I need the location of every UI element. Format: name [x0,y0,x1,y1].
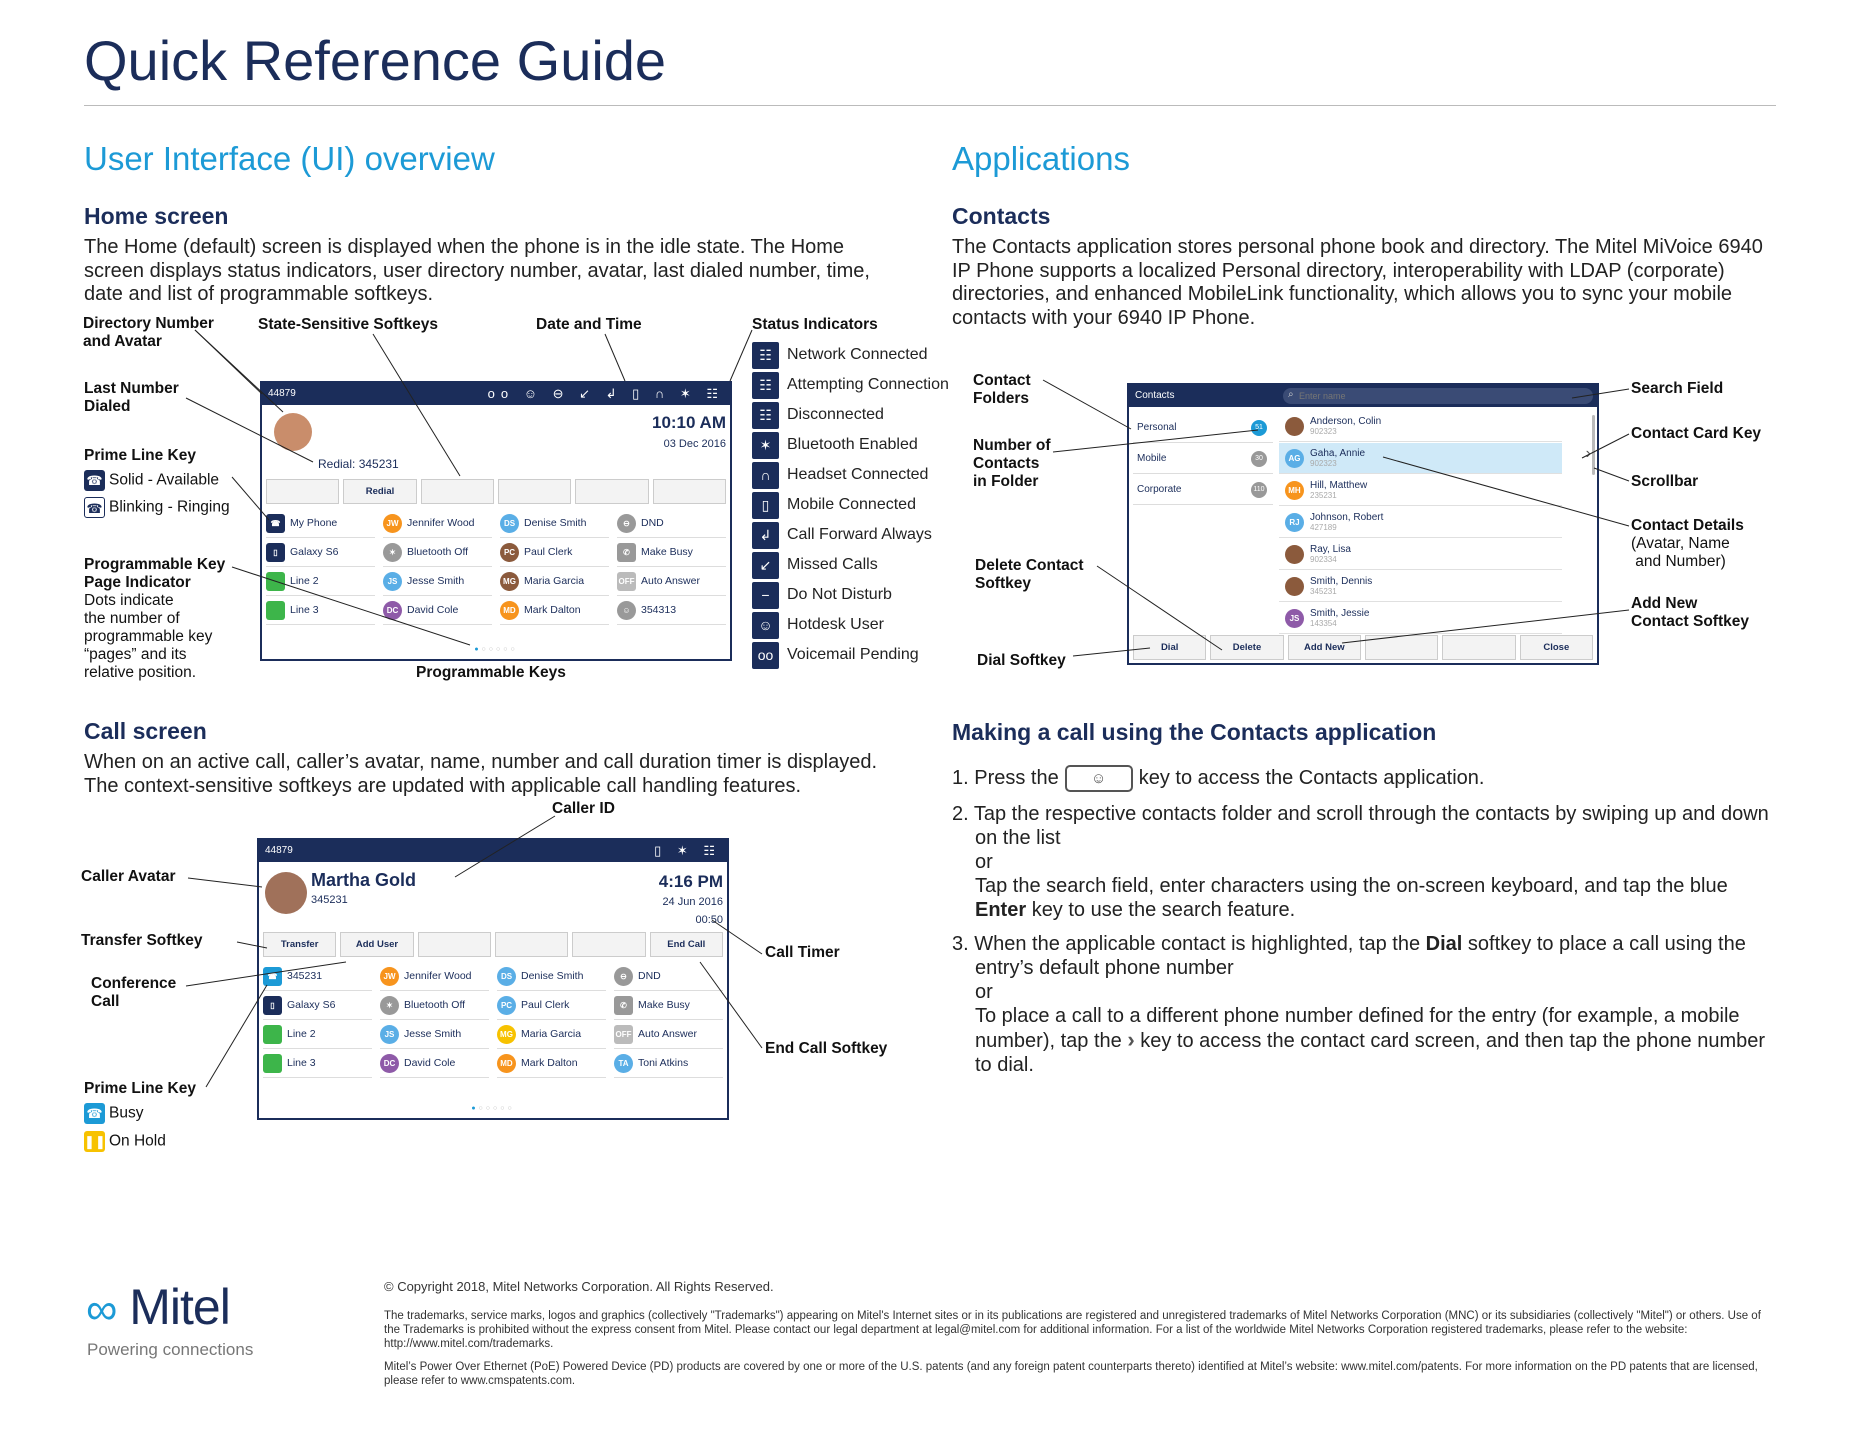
key-icon [263,1054,282,1073]
key-icon: JW [383,514,402,533]
contact-name: Johnson, Robert [1310,512,1384,523]
key-icon: JS [380,1025,399,1044]
key-icon: MD [500,601,519,620]
prime-busy-label: Busy [109,1104,144,1122]
contact-name: Gaha, Annie [1310,448,1366,459]
call-timer: 00:50 [695,914,723,926]
ui-overview-heading: User Interface (UI) overview [84,140,495,177]
label-prime-line: Prime Line Key [84,447,196,464]
phone-icon: ☎ [84,1103,105,1124]
key-icon: MD [497,1054,516,1073]
home-screen-description: The Home (default) screen is displayed when the phone is in the idle state. The Home screen displays status indicators, user directory number, avatar, last dialed number, time, date and list of programmable softkeys. [84,236,870,305]
contacts-scrollbar[interactable] [1592,415,1595,475]
mitel-logo-icon: ∞ [86,1285,117,1334]
softkey-empty-2[interactable] [418,932,491,957]
prog-key-label: Auto Answer [638,1028,697,1040]
call-screen-display [257,838,729,1120]
contacts-key-icon: ☺ [1065,765,1133,792]
contact-number: 345231 [1310,587,1337,596]
label-prime-line-call: Prime Line Key [84,1080,196,1097]
prog-key-label: Line 2 [290,575,319,587]
prog-key-label: My Phone [290,517,338,529]
softkey-add-user[interactable]: Add User [340,932,413,957]
contact-row[interactable] [1279,571,1562,602]
prime-solid [84,470,219,491]
step3-dial: Dial [1425,933,1463,955]
call-programmable-keys [263,962,723,1078]
prog-key[interactable] [263,1049,372,1078]
step-3 [952,932,1782,1077]
key-icon: PC [500,543,519,562]
key-icon: MG [500,572,519,591]
contact-row[interactable] [1279,443,1562,474]
home-time: 10:10 AM [651,413,726,432]
pause-icon: ❚❚ [84,1131,105,1152]
key-icon: ✶ [380,996,399,1015]
applications-heading: Applications [952,140,1130,177]
status-label: Mobile Connected [787,496,916,513]
home-topbar [262,383,730,405]
label-caller-id: Caller ID [552,800,615,817]
status-icon: ☷ [752,342,779,369]
status-label: Headset Connected [787,466,929,483]
contacts-description: The Contacts application stores personal phone book and directory. The Mitel MiVoice 6940 IP Phone supports a localized Personal directory, interoperability with LDAP (corporate) directories, and enhanced MobileLink functionality, which allows you to sync your mobile contacts with your 6940 IP Phone. [952,236,1763,329]
softkey-empty-3[interactable] [495,932,568,957]
contact-row[interactable] [1279,539,1562,570]
phone-outline-icon: ☎ [84,497,105,518]
softkey-empty-5[interactable] [653,479,726,504]
label-delete-softkey: Delete Contact Softkey [975,557,1084,592]
prog-key-label: DND [641,517,664,529]
status-icon: ↙ [752,552,779,579]
folder-count: 51 [1251,420,1267,436]
softkey-empty-0[interactable] [266,479,339,504]
key-icon: PC [497,996,516,1015]
prog-key-label: Line 3 [287,1057,316,1069]
call-page-indicator: ●○○○○○ [471,1105,515,1112]
contact-name: Ray, Lisa [1310,544,1351,555]
prog-key[interactable] [263,1020,372,1049]
status-item [752,550,962,580]
prog-key-label: Make Busy [638,999,690,1011]
contact-info [1310,544,1351,564]
softkey-empty-4[interactable] [572,932,645,957]
prime-hold [84,1131,166,1152]
status-icon: ✶ [752,432,779,459]
folder-name: Corporate [1137,484,1182,495]
folder-count: 30 [1251,451,1267,467]
prog-key-label: David Cole [404,1057,456,1069]
key-icon: ✆ [614,996,633,1015]
folder-name: Personal [1137,422,1177,433]
prog-key-label: Bluetooth Off [404,999,466,1011]
title-divider [84,105,1776,106]
label-call-timer: Call Timer [765,944,840,961]
status-item [752,430,962,460]
contact-avatar [1285,545,1304,564]
softkey-close[interactable]: Close [1520,635,1593,660]
contact-row[interactable] [1279,411,1562,442]
status-label: Missed Calls [787,556,878,573]
prog-key[interactable] [266,538,375,567]
label-date-time: Date and Time [536,316,642,333]
prog-key-label: Make Busy [641,546,693,558]
softkey-end-call[interactable]: End Call [650,932,723,957]
step3-text-b: softkey to place a call using the entry’s default phone number [975,933,1746,979]
contact-avatar: JS [1285,609,1304,628]
prog-key[interactable] [266,509,375,538]
prog-key[interactable] [266,567,375,596]
step2-text-c: key to use the search feature. [1031,899,1296,921]
contact-number: 235231 [1310,491,1337,500]
label-add-new: Add New Contact Softkey [1631,595,1749,630]
status-item [752,460,962,490]
prog-key[interactable] [497,991,606,1020]
prime-blinking-label: Blinking - Ringing [109,498,230,516]
prime-solid-label: Solid - Available [109,471,220,489]
redial-number: Redial: 345231 [318,457,399,471]
contacts-heading: Contacts [952,203,1051,229]
copyright: © Copyright 2018, Mitel Networks Corporation. All Rights Reserved. [384,1279,774,1294]
contact-name: Hill, Matthew [1310,480,1368,491]
key-icon: OFF [617,572,636,591]
folder-count: 110 [1251,482,1267,498]
step3-text-d: key to access the contact card screen, and then tap the phone number to dial. [975,1030,1766,1076]
mitel-logo [86,1278,230,1336]
status-item [752,490,962,520]
contact-name: Anderson, Colin [1310,416,1382,427]
softkey-empty-2[interactable] [421,479,494,504]
phone-icon: ☎ [84,470,105,491]
prog-key-label: Jesse Smith [407,575,465,587]
prog-key-label: Jennifer Wood [404,970,472,982]
step3-or: or [975,981,993,1003]
step2-or: or [975,851,993,873]
label-contact-details: Contact Details [1631,517,1744,534]
softkey-add-new[interactable]: Add New [1288,635,1361,660]
prog-key[interactable] [263,962,372,991]
status-label: Disconnected [787,406,884,423]
prog-key-label: Toni Atkins [638,1057,689,1069]
contact-number: 902323 [1310,427,1337,436]
status-indicator-legend [752,340,962,670]
key-icon: DC [380,1054,399,1073]
prog-key[interactable] [383,538,492,567]
key-icon: JW [380,967,399,986]
status-label: Hotdesk User [787,616,884,633]
prog-key[interactable] [617,509,726,538]
contact-info [1310,512,1383,532]
label-number-contacts: Number of Contacts in Folder [973,437,1051,490]
label-conference: Conference Call [91,975,177,1010]
prog-key-label: Denise Smith [524,517,587,529]
step-1 [952,765,1782,792]
contact-avatar: MH [1285,481,1304,500]
prog-key-label: Paul Clerk [524,546,573,558]
call-screen-heading: Call screen [84,718,207,744]
home-date: 03 Dec 2016 [663,438,726,450]
call-topbar [259,840,727,862]
prog-key[interactable] [617,567,726,596]
prog-key-label: Galaxy S6 [290,546,339,558]
prog-key-label: Denise Smith [521,970,584,982]
contact-number: 143354 [1310,619,1337,628]
status-item [752,340,962,370]
prog-key[interactable] [383,596,492,625]
directory-number: 44879 [268,388,296,399]
step2-text-b: Tap the search field, enter characters using the on-screen keyboard, and tap the blue [975,875,1728,897]
softkey-redial[interactable]: Redial [343,479,416,504]
status-icon: ☺ [752,612,779,639]
key-icon: ▯ [263,996,282,1015]
contacts-topbar [1129,385,1597,407]
prog-page-description: Dots indicate the number of programmable key “pages” and its relative position. [84,592,213,681]
status-icon: ∩ [752,462,779,489]
status-item [752,370,962,400]
prog-key-label: Mark Dalton [524,604,581,616]
prog-key-label: Bluetooth Off [407,546,469,558]
status-label: Call Forward Always [787,526,932,543]
key-icon [266,601,285,620]
label-status-indicators: Status Indicators [752,316,878,333]
prime-hold-label: On Hold [109,1132,166,1150]
status-label: Network Connected [787,346,928,363]
status-icon: ☷ [752,402,779,429]
prog-key[interactable] [383,509,492,538]
key-icon: OFF [614,1025,633,1044]
home-screen-display [260,381,732,661]
prog-key[interactable] [614,991,723,1020]
prog-key[interactable] [497,1049,606,1078]
label-contact-card: Contact Card Key [1631,425,1762,442]
contact-row[interactable] [1279,603,1562,634]
key-icon: ▯ [266,543,285,562]
key-icon: ☎ [263,967,282,986]
call-directory-number: 44879 [265,845,293,856]
contact-info [1310,480,1367,500]
prog-key[interactable] [614,1049,723,1078]
folder-mobile[interactable] [1133,444,1273,474]
call-screen-description: When on an active call, caller’s avatar, name, number and call duration timer is displayed. The context-sensitive softkeys are updated with applicable call handling features. [84,751,877,797]
page-title: Quick Reference Guide [84,29,667,92]
contact-info [1310,448,1365,468]
step1-text-a: 1. Press the [952,766,1059,789]
step1-text-b: key to access the Contacts application. [1138,766,1485,789]
mitel-tagline: Powering connections [87,1340,254,1359]
prog-key[interactable] [380,1049,489,1078]
label-state-softkeys: State-Sensitive Softkeys [258,316,439,333]
status-item [752,580,962,610]
prog-key[interactable] [266,596,375,625]
status-label: Bluetooth Enabled [787,436,918,453]
prog-key-label: 354313 [641,604,677,616]
caller-name: Martha Gold [311,870,417,890]
label-dial-softkey: Dial Softkey [977,652,1066,669]
label-last-number: Last Number Dialed [84,380,179,415]
key-icon: DC [383,601,402,620]
prime-busy [84,1103,143,1124]
prog-key-label: 345231 [287,970,323,982]
chevron-right-icon: › [1127,1027,1135,1052]
home-programmable-keys [266,509,726,625]
status-icons: oo ☺ ⊖ ↙ ↲ ▯ ∩ ✶ ☷ [487,386,724,401]
softkey-empty-3[interactable] [498,479,571,504]
call-status-icons: ▯ ✶ ☷ [654,843,721,858]
prog-key[interactable] [614,962,723,991]
key-icon: DS [500,514,519,533]
prog-key-label: Jennifer Wood [407,517,475,529]
key-icon [266,572,285,591]
contact-info [1310,576,1372,596]
label-directory-number: Directory Number and Avatar [83,315,214,350]
step2-text-a: 2. Tap the respective contacts folder and scroll through the contacts by swiping up and down on the list [952,803,1769,849]
contact-number: 427189 [1310,523,1337,532]
prog-key[interactable] [500,596,609,625]
step-2 [952,802,1782,922]
prog-key-label: Mark Dalton [521,1057,578,1069]
prog-key[interactable] [383,567,492,596]
contacts-search-input[interactable] [1283,388,1593,404]
prog-key-label: Maria Garcia [524,575,585,587]
patents-notice: Mitel’s Power Over Ethernet (PoE) Powered Device (PD) products are covered by one or more of the U.S. patents (and any foreign patent counterparts thereto) identified at Mitel’s website: www.mitel.com/patents. For more information on the PD patents that are licensed, please refer to www.cmspatents.com. [384,1361,1758,1387]
softkey-empty-3[interactable] [1365,635,1438,660]
home-screen-heading: Home screen [84,203,229,229]
key-icon: ✶ [383,543,402,562]
prog-key[interactable] [380,962,489,991]
status-item [752,400,962,430]
status-icon: ▯ [752,492,779,519]
status-icon: ↲ [752,522,779,549]
contacts-softkey-row [1133,635,1593,660]
contact-avatar: AG [1285,449,1304,468]
prog-key-label: Maria Garcia [521,1028,582,1040]
contact-avatar [1285,577,1304,596]
softkey-dial[interactable]: Dial [1133,635,1206,660]
label-transfer: Transfer Softkey [81,932,203,949]
caller-avatar [265,872,307,914]
key-icon: JS [383,572,402,591]
status-label: Voicemail Pending [787,646,919,663]
user-avatar [274,413,312,451]
contact-name: Smith, Jessie [1310,608,1370,619]
prog-key-label: Jesse Smith [404,1028,462,1040]
step2-enter: Enter [975,899,1027,921]
prog-key-label: Auto Answer [641,575,700,587]
prog-key-label: Line 2 [287,1028,316,1040]
prog-key[interactable] [617,596,726,625]
contact-avatar: RJ [1285,513,1304,532]
prime-blinking [84,497,230,518]
call-date: 24 Jun 2016 [662,896,723,908]
prog-key[interactable] [614,1020,723,1049]
prog-key-label: Line 3 [290,604,319,616]
contact-details-sub: (Avatar, Name and Number) [1631,535,1730,570]
contacts-title: Contacts [1135,390,1175,401]
key-icon: ☺ [617,601,636,620]
status-icon: ☷ [752,372,779,399]
prog-key[interactable] [497,1020,606,1049]
prog-key[interactable] [380,991,489,1020]
mitel-brand: Mitel [129,1279,230,1335]
home-softkey-row [266,479,726,504]
contact-info [1310,416,1381,436]
softkey-empty-4[interactable] [1442,635,1515,660]
label-end-call: End Call Softkey [765,1040,888,1057]
call-softkey-row [263,932,723,957]
key-icon: ⊖ [614,967,633,986]
chevron-right-icon[interactable]: › [1585,445,1591,462]
prog-key-label: Galaxy S6 [287,999,336,1011]
key-icon: ⊖ [617,514,636,533]
key-icon: TA [614,1054,633,1073]
softkey-empty-4[interactable] [575,479,648,504]
status-item [752,610,962,640]
key-icon: DS [497,967,516,986]
status-item [752,640,962,670]
label-prog-keys: Programmable Keys [416,664,566,681]
status-icon: oo [752,642,779,669]
contacts-screen-display [1127,383,1599,665]
prog-key[interactable] [500,509,609,538]
folder-name: Mobile [1137,453,1167,464]
contact-number: 902323 [1310,459,1337,468]
status-icon: − [752,582,779,609]
prog-key-label: David Cole [407,604,459,616]
contact-name: Smith, Dennis [1310,576,1373,587]
page-indicator: ●○○○○○ [474,646,518,653]
folder-personal[interactable] [1133,413,1273,443]
contact-row[interactable] [1279,507,1562,538]
prog-key[interactable] [500,538,609,567]
label-contact-folders: Contact Folders [973,372,1031,407]
contact-avatar [1285,417,1304,436]
prog-key[interactable] [617,538,726,567]
search-icon: ⌕ [1288,389,1294,400]
making-call-heading: Making a call using the Contacts application [952,719,1437,745]
prog-key-label: Paul Clerk [521,999,570,1011]
call-time: 4:16 PM [658,872,723,891]
trademarks-notice: The trademarks, service marks, logos and graphics (collectively "Trademarks") appearing on Mitel's Internet sites or in its publications are registered and unregistered trademarks of Mitel Networks Corporation (MNC) or its subsidiaries (collectively "Mitel") or others. Use of the Trademarks is prohibited without the express consent from Mitel. Please contact our legal department at legal@mitel.com for additional information. For a list of the worldwide Mitel Networks Corporation registered trademarks, please refer to the website: http://www.mitel.com/trademarks. [384,1310,1761,1350]
folder-corporate[interactable] [1133,475,1273,505]
label-prog-page: Programmable Key Page Indicator [84,556,226,591]
step3-text-a: 3. When the applicable contact is highlighted, tap the [952,933,1421,955]
softkey-delete[interactable]: Delete [1210,635,1283,660]
step3-text-c: To place a call to a different phone number defined for the entry (for example, a mobile number), tap the [975,1005,1740,1052]
contact-info [1310,608,1369,628]
making-call-steps [952,765,1782,1087]
prog-key[interactable] [497,962,606,991]
status-label: Attempting Connection [787,376,949,393]
caller-number: 345231 [311,894,348,906]
prog-key[interactable] [380,1020,489,1049]
key-icon: ✆ [617,543,636,562]
softkey-transfer[interactable]: Transfer [263,932,336,957]
label-caller-avatar: Caller Avatar [81,868,176,885]
key-icon: ☎ [266,514,285,533]
label-search-field: Search Field [1631,380,1724,397]
key-icon: MG [497,1025,516,1044]
prog-key[interactable] [500,567,609,596]
key-icon [263,1025,282,1044]
status-item [752,520,962,550]
prog-key-label: DND [638,970,661,982]
label-scrollbar: Scrollbar [1631,473,1699,490]
status-label: Do Not Disturb [787,586,892,603]
contact-row[interactable] [1279,475,1562,506]
contact-number: 902334 [1310,555,1337,564]
prog-key[interactable] [263,991,372,1020]
